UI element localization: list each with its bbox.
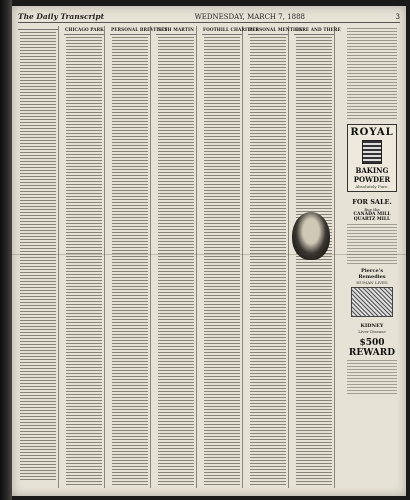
scan-binding-edge [0,0,12,500]
pierce-sub: HUMAN LIVES [356,280,388,285]
column-text [204,37,240,487]
column-heading: PERSONAL BREVITIES [110,26,150,35]
reward-heading: $500 REWARD [348,338,396,358]
reward-text [347,360,397,396]
column-text [66,37,102,487]
advertisement-column [344,26,400,488]
royal-baking-powder-ad [347,124,397,192]
portrait-engraving [292,212,330,260]
ad-illustration [351,287,393,317]
pierce-heading: Pierce's Remedies [358,268,386,280]
ad-royal-tagline: Absolutely Pure. [355,184,389,189]
column-text [158,37,194,487]
for-sale-product: CANADA MILL QUARTZ MILL [353,212,391,222]
column-text [20,32,56,482]
for-sale-heading: FOR SALE. [352,198,392,206]
ad-royal-powder: POWDER [353,175,391,184]
column-text [112,37,148,487]
page-fold [12,254,406,255]
column-6 [248,26,303,488]
for-sale-text [347,224,397,264]
kidney-sub: Liver Disease [358,329,386,334]
column-heading: SETH MARTIN [156,26,196,35]
column-text [250,37,286,487]
masthead [18,9,400,23]
column-heading: PERSONAL MENTION [248,26,288,35]
notice-text [347,28,397,120]
reward-ad [347,338,397,396]
newspaper-page [12,6,406,496]
column-heading: HERE AND THERE [294,26,334,35]
paper-name: The Daily Transcript [18,12,105,21]
column-1 [18,26,59,488]
column-3 [110,26,168,488]
kidney-ad [347,323,397,334]
column-heading: FOOTHILL CHARITIES [202,26,242,35]
kidney-heading: KIDNEY [360,323,384,329]
ad-royal-title: ROYAL [350,127,394,138]
baking-powder-can-icon [362,140,382,164]
column-heading [18,26,58,30]
column-5 [202,26,259,488]
ad-royal-baking: BAKING [355,166,389,175]
column-4 [156,26,197,488]
column-2 [64,26,105,488]
column-heading: CHICAGO PARK [64,26,104,35]
pierce-remedies-ad [347,268,397,317]
for-sale-sub: Buy the [364,207,380,212]
issue-date: WEDNESDAY, MARCH 7, 1888 [194,13,305,21]
column-text [296,37,332,487]
page-number: 3 [395,13,400,21]
